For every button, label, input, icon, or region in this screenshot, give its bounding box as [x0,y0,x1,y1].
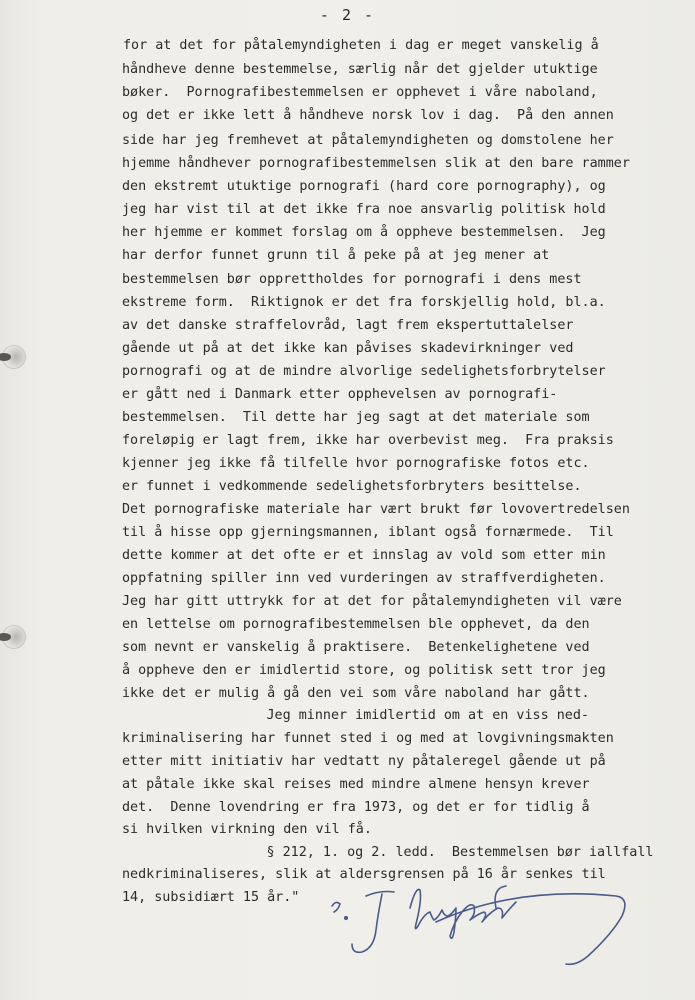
text-line: kriminalisering har funnet sted i og med at lovgivningsmakten [122,731,614,746]
text-line: til å hisse opp gjerningsmannen, iblant også fornærmede. Til [122,525,614,540]
text-line: den ekstremt utuktige pornografi (hard core pornography), og [122,179,606,194]
text-line: gående ut på at det ikke kan påvises skadevirkninger ved [122,341,574,356]
text-line: 14, subsidiært 15 år." [122,890,300,905]
text-line: og det er ikke lett å håndheve norsk lov i dag. På den annen [122,108,614,123]
handwritten-signature [326,878,626,968]
text-line: er gått ned i Danmark etter opphevelsen av pornografi- [122,387,558,402]
text-line: her hjemme er kommet forslag om å oppheve bestemmelsen. Jeg [122,225,606,240]
text-line: etter mitt initiativ har vedtatt ny påtaleregel gående ut på [122,754,606,769]
text-line: å oppheve den er imidlertid store, og politisk sett tror jeg [122,663,606,678]
text-line: nedkriminaliseres, slik at aldersgrensen på 16 år senkes til [122,867,606,882]
text-line: er funnet i vedkommende sedelighetsforbryters besittelse. [122,479,582,494]
text-line: pornografi og at de mindre alvorlige sedelighetsforbrytelser [122,364,606,379]
text-line: ekstreme form. Riktignok er det fra forskjellig hold, bl.a. [122,295,606,310]
text-line: kjenner jeg ikke få tilfelle hvor pornografiske fotos etc. [122,456,590,471]
text-line: foreløpig er lagt frem, ikke har overbevist meg. Fra praksis [122,433,614,448]
text-line: Det pornografiske materiale har vært brukt før lovovertredelsen [122,502,630,517]
text-line: Jeg har gitt uttrykk for at det for påtalemyndigheten vil være [122,594,622,609]
text-line: bestemmelsen. Til dette har jeg sagt at det materiale som [122,410,590,425]
text-line: håndheve denne bestemmelse, særlig når det gjelder utuktige [122,62,598,77]
text-line: av det danske straffelovråd, lagt frem ekspertuttalelser [122,318,574,333]
text-line: side har jeg fremhevet at påtalemyndigheten og domstolene her [122,133,614,148]
text-line: som nevnt er vanskelig å praktisere. Betenkelighetene ved [122,640,590,655]
text-line: at påtale ikke skal reises med mindre almene hensyn krever [122,777,590,792]
bleed-through-text [40,880,275,891]
page-number: - 2 - [319,6,376,24]
text-line: si hvilken virkning den vil få. [122,822,372,837]
text-line: bestemmelsen bør opprettholdes for pornografi i dens mest [122,272,582,287]
text-line: har derfor funnet grunn til å peke på at jeg mener at [122,248,550,263]
text-line: hjemme håndhever pornografibestemmelsen slik at den bare rammer [122,156,630,171]
text-line: ikke det er mulig å gå den vei som våre naboland har gått. [122,686,590,701]
text-line: Jeg minner imidlertid om at en viss ned- [202,708,589,723]
text-line: bøker. Pornografibestemmelsen er opphevet i våre naboland, [122,85,598,100]
text-line: for at det for påtalemyndigheten i dag er meget vanskelig å [123,38,599,53]
text-line: oppfatning spiller inn ved vurderingen av straffverdigheten. [122,571,606,586]
text-line: § 212, 1. og 2. ledd. Bestemmelsen bør iallfall [202,845,654,860]
text-line: jeg har vist til at det ikke fra noe ansvarlig politisk hold [122,202,606,217]
text-line: det. Denne lovendring er fra 1973, og det er for tidlig å [122,800,590,815]
text-line: dette kommer at det ofte er et innslag av vold som etter min [122,548,606,563]
text-line: en lettelse om pornografibestemmelsen ble opphevet, da den [122,617,590,632]
